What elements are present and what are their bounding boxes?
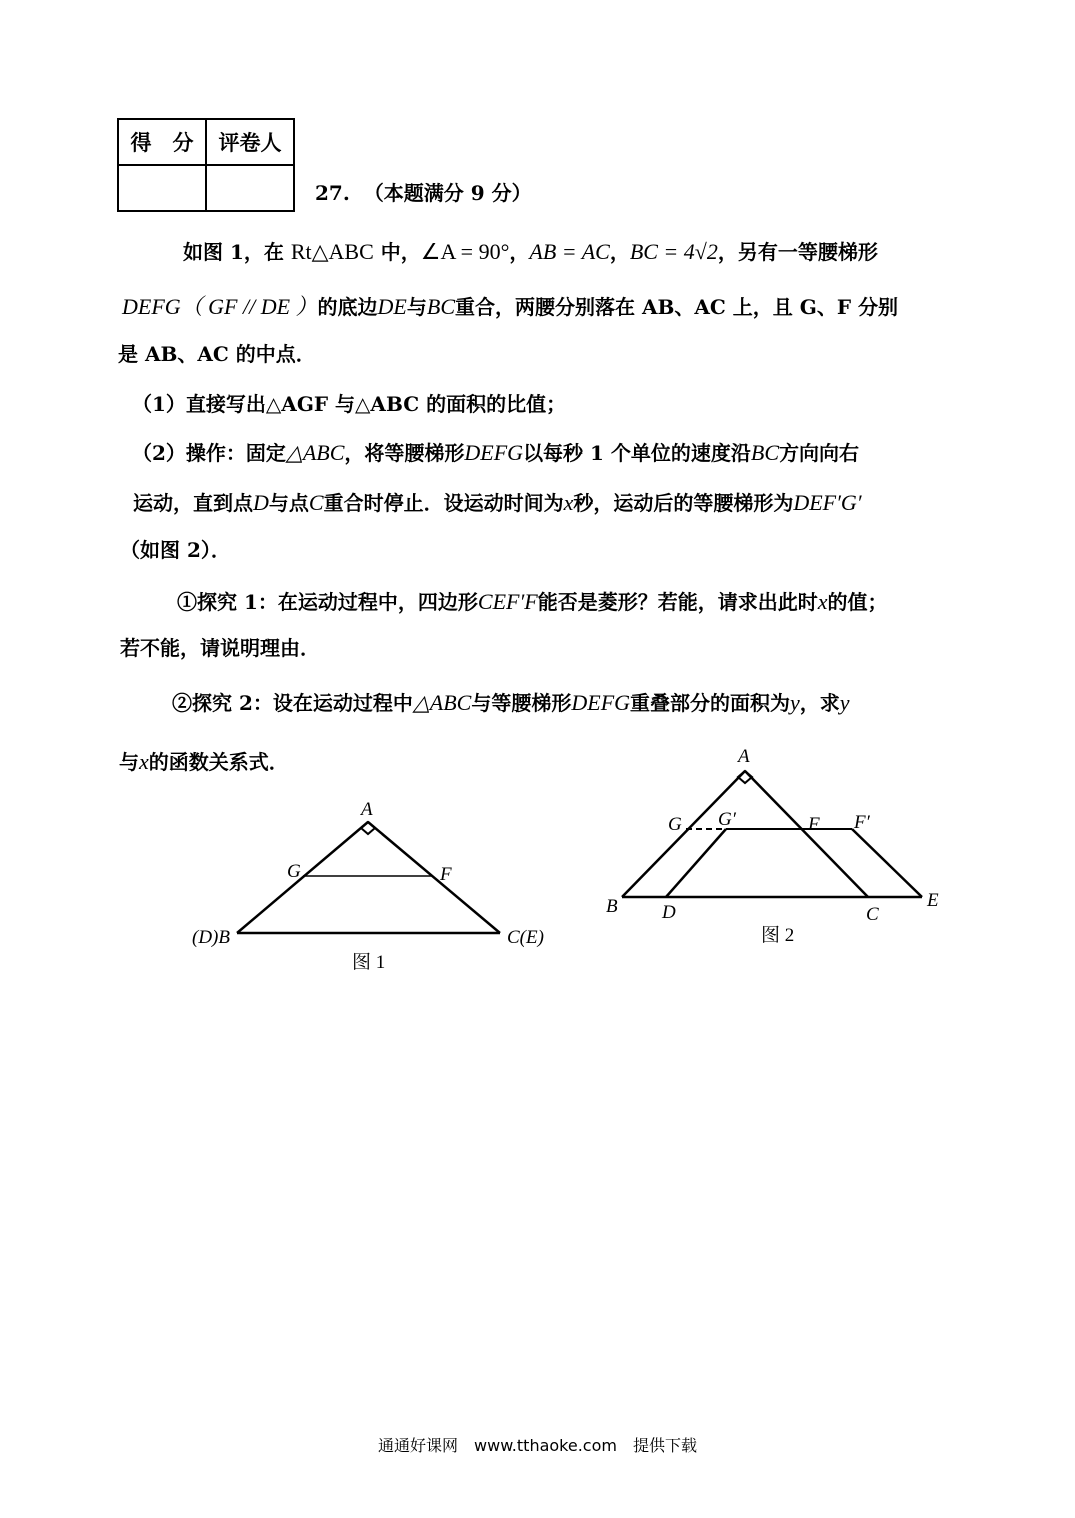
footer-text: 通通好课网 www.tthaoke.com 提供下载 <box>378 1436 697 1455</box>
side-ac <box>368 822 500 933</box>
triangle-abc: △ABC <box>285 440 345 465</box>
text-segment: ，求 <box>799 691 840 715</box>
parallel-condition: （ GF // DE ） <box>180 294 318 319</box>
score-table <box>117 118 295 212</box>
explore-1-line-1 <box>177 591 887 613</box>
trapezoid-defg: DEFG <box>571 690 631 715</box>
text-segment: ，另有一等腰梯形 <box>717 240 878 264</box>
equation-bc: BC = 4√2 <box>629 239 718 264</box>
grader-header: 评卷人 <box>206 119 294 165</box>
trapezoid-defg: DEFG <box>122 294 181 319</box>
score-header: 得 分 <box>118 119 206 165</box>
variable-x: x <box>817 589 828 614</box>
explore-2-line-2 <box>119 751 289 773</box>
label-ce: C(E) <box>507 927 544 948</box>
text-segment: 能否是菱形？若能，请求出此时 <box>537 590 818 614</box>
text-segment: （2）操作：固定 <box>132 441 286 465</box>
text-segment: 与 <box>119 750 139 774</box>
triangle-abc: Rt△ABC <box>290 239 374 264</box>
label-d: D <box>662 902 676 923</box>
text-segment: ， <box>609 240 630 264</box>
label-a: A <box>361 799 373 820</box>
label-g-prime: G′ <box>718 809 736 830</box>
text-segment: 与等腰梯形 <box>471 691 572 715</box>
text-segment: 中， <box>373 240 421 264</box>
text-segment: ①探究 1：在运动过程中，四边形 <box>177 590 478 614</box>
equation-ab-ac: AB = AC <box>529 239 610 264</box>
text-segment: 重叠部分的面积为 <box>630 691 791 715</box>
question-points: （本题满分 9 分） <box>363 181 532 205</box>
part-2-line-1 <box>132 442 859 464</box>
question-line-2 <box>122 296 898 318</box>
text-segment: 的值； <box>827 590 888 614</box>
text-segment: 运动，直到点 <box>133 491 253 515</box>
label-g: G <box>287 861 301 882</box>
trapezoid-defg: DEFG <box>464 440 524 465</box>
text-segment: 以每秒 1 个单位的速度沿 <box>523 441 751 465</box>
text-segment: ②探究 2：设在运动过程中 <box>172 691 413 715</box>
segment-bc: BC <box>426 294 455 319</box>
label-g: G <box>668 814 682 835</box>
text-segment: 与点 <box>268 491 309 515</box>
question-number: 27. <box>315 181 350 205</box>
quadrilateral-ceff: CEF′F <box>477 589 538 614</box>
variable-y: y <box>839 690 850 715</box>
text-segment: 的底边 <box>317 295 378 319</box>
explore-2-line-1 <box>172 692 850 714</box>
side-ac <box>745 771 868 897</box>
leg-fe <box>852 829 922 897</box>
text-segment: 秒，运动后的等腰梯形为 <box>573 491 794 515</box>
grader-cell <box>206 165 294 211</box>
text-segment: ，将等腰梯形 <box>344 441 465 465</box>
triangle-abc: △ABC <box>412 690 472 715</box>
label-a: A <box>738 746 750 767</box>
variable-x: x <box>139 749 149 774</box>
text-segment: 如图 1，在 <box>183 240 291 264</box>
label-f: F <box>808 814 820 835</box>
label-c: C <box>866 904 879 925</box>
variable-x: x <box>563 490 574 515</box>
figure-2 <box>600 740 960 955</box>
figure-1-caption: 图 1 <box>352 952 386 973</box>
leg-dg <box>666 829 726 897</box>
label-b: B <box>606 896 618 917</box>
part-1: （1）直接写出△AGF 与△ABC 的面积的比值； <box>132 392 567 416</box>
text-segment: 的函数关系式． <box>148 750 289 774</box>
figure-2-caption: 图 2 <box>761 925 795 946</box>
variable-y: y <box>790 690 800 715</box>
text-segment: ， <box>509 240 530 264</box>
segment-de: DE <box>377 294 407 319</box>
label-f: F <box>440 864 452 885</box>
explore-1-line-2: 若不能，请说明理由． <box>120 636 320 660</box>
score-cell <box>118 165 206 211</box>
part-2-line-3: （如图 2）． <box>120 538 231 562</box>
text-segment: 重合，两腰分别落在 AB、AC 上，且 G、F 分别 <box>455 295 898 319</box>
part-2-line-2 <box>133 492 862 514</box>
question-header <box>315 183 532 203</box>
right-angle-mark <box>361 822 375 834</box>
angle-a: ∠A = 90° <box>420 239 510 264</box>
label-e: E <box>927 890 939 911</box>
question-line-3: 是 AB、AC 的中点． <box>118 342 316 366</box>
point-d: D <box>253 490 269 515</box>
label-db: (D)B <box>192 927 230 948</box>
segment-bc: BC <box>750 440 780 465</box>
side-ab <box>237 822 368 933</box>
trapezoid-defg-moved: DEF′G′ <box>793 490 862 515</box>
text-segment: 与 <box>406 295 427 319</box>
figure-1 <box>180 790 560 990</box>
text-segment: 方向向右 <box>779 441 860 465</box>
text-segment: 重合时停止．设运动时间为 <box>323 491 564 515</box>
label-f-prime: F′ <box>854 812 870 833</box>
question-line-1 <box>183 241 878 263</box>
point-c: C <box>308 490 324 515</box>
